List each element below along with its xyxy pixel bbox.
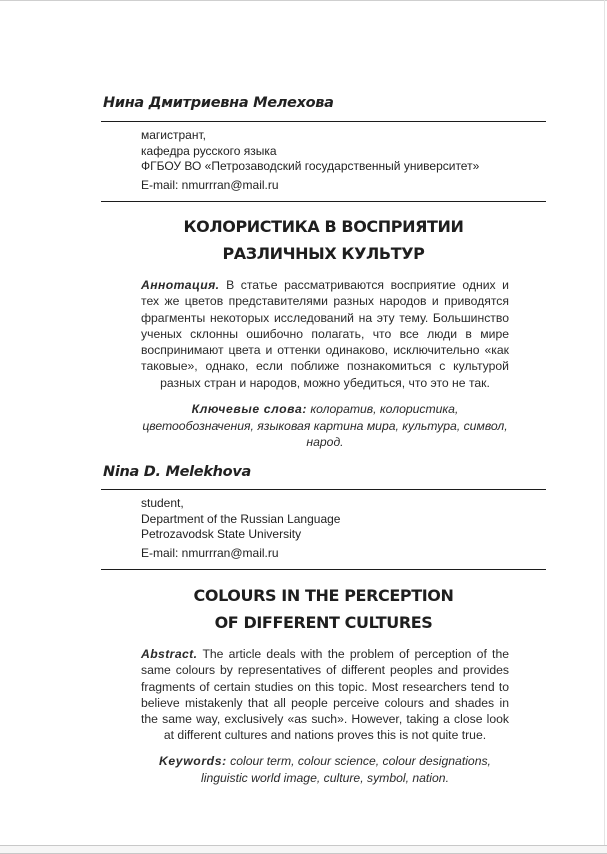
divider-en-top	[101, 489, 546, 490]
title-en-line2: OF DIFFERENT CULTURES	[214, 613, 433, 632]
divider-en-bottom	[101, 569, 546, 570]
article-title-ru	[101, 213, 546, 267]
article-title-en	[101, 582, 546, 636]
keywords-text-ru: колоратив, колористика, цветообозначения, языковая картина мира, культура, символ, народ.	[142, 402, 508, 449]
keywords-en	[141, 753, 509, 786]
keywords-label-ru: Ключевые слова:	[191, 402, 307, 416]
keywords-ru	[141, 401, 509, 451]
title-ru-line2: РАЗЛИЧНЫХ КУЛЬТУР	[222, 244, 425, 263]
page-top-border	[0, 0, 607, 1]
keywords-text-en: colour term, colour science, colour designations, linguistic world image, culture, symbol, nation.	[201, 754, 491, 785]
position-en: student,	[141, 496, 184, 510]
author-name-en: Nina D. Melekhova	[103, 464, 251, 480]
abstract-label-ru: Аннотация.	[141, 278, 220, 292]
divider-ru-top	[101, 121, 546, 122]
email-ru: E-mail: nmurrran@mail.ru	[141, 177, 279, 192]
affiliation-ru	[141, 128, 479, 193]
department-en: Department of the Russian Language	[141, 511, 341, 526]
affiliation-en	[141, 496, 340, 561]
position-ru: магистрант,	[141, 128, 206, 142]
page-bottom-bar	[0, 845, 607, 854]
abstract-ru	[141, 277, 509, 391]
university-en: Petrozavodsk State University	[141, 527, 302, 541]
abstract-text-en: The article deals with the problem of perception of the same colours by representatives of different peoples and provides fragments of certain studies on this topic. Most researchers tend to believe mistakenly that all people perceive colours and shades in the same way, exclusively «as such». However, taking a close look at different cultures and nations proves this is not quite true.	[141, 647, 509, 743]
abstract-label-en: Abstract.	[141, 647, 198, 661]
department-ru: кафедра русского языка	[141, 143, 277, 158]
author-name-ru: Нина Дмитриевна Мелехова	[103, 95, 334, 111]
email-en: E-mail: nmurrran@mail.ru	[141, 545, 279, 560]
title-en-line1: COLOURS IN THE PERCEPTION	[193, 586, 454, 605]
page-right-border	[604, 0, 605, 850]
university-ru: ФГБОУ ВО «Петрозаводский государственный университет»	[141, 159, 480, 173]
abstract-en	[141, 646, 509, 744]
abstract-text-ru: В статье рассматриваются восприятие одних и тех же цветов представителями разных народов и приводятся фрагменты некоторых исследований на эту тему. Большинство ученых склонны ошибочно полагать, что все люди в мире воспринимают цвета и оттенки одинаково, исключительно «как таковые», однако, если поближе познакомиться с культурой разных стран и народов, можно убедиться, что это не так.	[141, 278, 509, 390]
title-ru-line1: КОЛОРИСТИКА В ВОСПРИЯТИИ	[183, 217, 464, 236]
divider-ru-bottom	[101, 201, 546, 202]
keywords-label-en: Keywords:	[159, 754, 227, 768]
